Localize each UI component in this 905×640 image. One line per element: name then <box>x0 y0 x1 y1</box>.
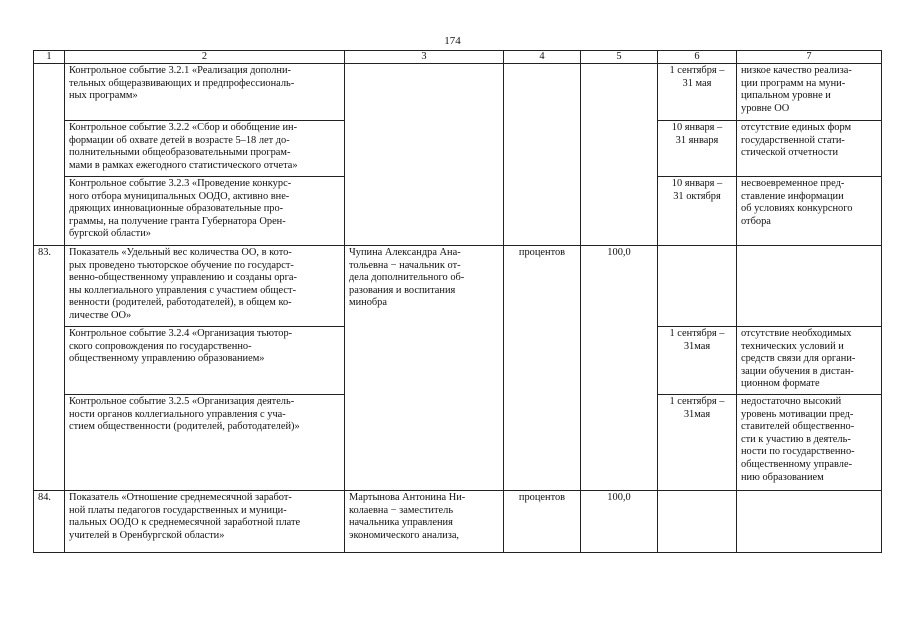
unit-cell: процентов <box>504 246 581 491</box>
header-cell: 4 <box>504 51 581 64</box>
deadline-cell: 1 сентября – 31мая <box>658 327 737 395</box>
unit-cell: процентов <box>504 491 581 553</box>
header-cell: 3 <box>345 51 504 64</box>
header-cell: 2 <box>65 51 345 64</box>
deadline-cell: 1 сентября – 31 мая <box>658 64 737 121</box>
event-description: Контрольное событие 3.2.1 «Реализация дополни- тельных общеразвивающих и предпрофессиональ- ных программ» <box>65 64 345 121</box>
row-number-cell: 83. <box>34 246 65 491</box>
header-cell: 6 <box>658 51 737 64</box>
risk-cell <box>737 491 882 553</box>
indicator-description: Показатель «Отношение среднемесячной заработ- ной платы педагогов государственных и муници- пальных ООДО к среднемесячной заработной плате учителей в Оренбургской области» <box>65 491 345 553</box>
indicator-description: Показатель «Удельный вес количества ОО, в кото- рых проведено тьюторское обучение по государст- венно-общественному управлению и созданы орга- ны коллегиального управления с участием общест- венности (родителей, работодателей), в общем ко- личестве ОО» <box>65 246 345 327</box>
header-cell: 1 <box>34 51 65 64</box>
table-row <box>34 491 882 553</box>
header-row <box>34 51 882 64</box>
deadline-cell: 1 сентября – 31мая <box>658 395 737 491</box>
indicators-table <box>33 50 882 553</box>
responsible-cell: Чупина Александра Ана- тольевна − начальник от- дела дополнительного об- разования и воспитания минобра <box>345 246 504 491</box>
event-description: Контрольное событие 3.2.4 «Организация тьютор- ского сопровождения по государственно- общественному управлению образованием» <box>65 327 345 395</box>
unit-cell <box>504 64 581 246</box>
value-cell: 100,0 <box>581 491 658 553</box>
value-cell: 100,0 <box>581 246 658 491</box>
page-number: 174 <box>444 35 461 47</box>
risk-cell: отсутствие единых форм государственной стати- стической отчетности <box>737 121 882 177</box>
row-number-cell: 84. <box>34 491 65 553</box>
risk-cell: отсутствие необходимых технических условий и средств связи для органи- зации обучения в дистан- ционном формате <box>737 327 882 395</box>
responsible-cell: Мартынова Антонина Ни- колаевна − заместитель начальника управления экономического анализа, <box>345 491 504 553</box>
deadline-cell <box>658 246 737 327</box>
header-cell: 5 <box>581 51 658 64</box>
row-number-cell <box>34 64 65 246</box>
event-description: Контрольное событие 3.2.3 «Проведение конкурс- ного отбора муниципальных ООДО, активно вне- дряющих инновационные образовательные про- граммы, на получение гранта Губернатора Орен- бургской области» <box>65 177 345 246</box>
risk-cell: недостаточно высокий уровень мотивации пред- ставителей общественно- сти к участию в деятель- ности по государственно- общественному управле- нию образованием <box>737 395 882 491</box>
table-row <box>34 64 882 121</box>
deadline-cell: 10 января – 31 января <box>658 121 737 177</box>
table-row <box>34 246 882 327</box>
responsible-cell <box>345 64 504 246</box>
risk-cell <box>737 246 882 327</box>
header-cell: 7 <box>737 51 882 64</box>
risk-cell: низкое качество реализа- ции программ на муни- ципальном уровне и уровне ОО <box>737 64 882 121</box>
value-cell <box>581 64 658 246</box>
event-description: Контрольное событие 3.2.5 «Организация деятель- ности органов коллегиального управления с уча- стием общественности (родителей, работодателей)» <box>65 395 345 491</box>
deadline-cell <box>658 491 737 553</box>
risk-cell: несвоевременное пред- ставление информации об условиях конкурсного отбора <box>737 177 882 246</box>
event-description: Контрольное событие 3.2.2 «Сбор и обобщение ин- формации об охвате детей в возрасте 5–18 лет до- полнительными общеобразовательными програм- мами в рамках ежегодного статистического отчета» <box>65 121 345 177</box>
deadline-cell: 10 января – 31 октября <box>658 177 737 246</box>
